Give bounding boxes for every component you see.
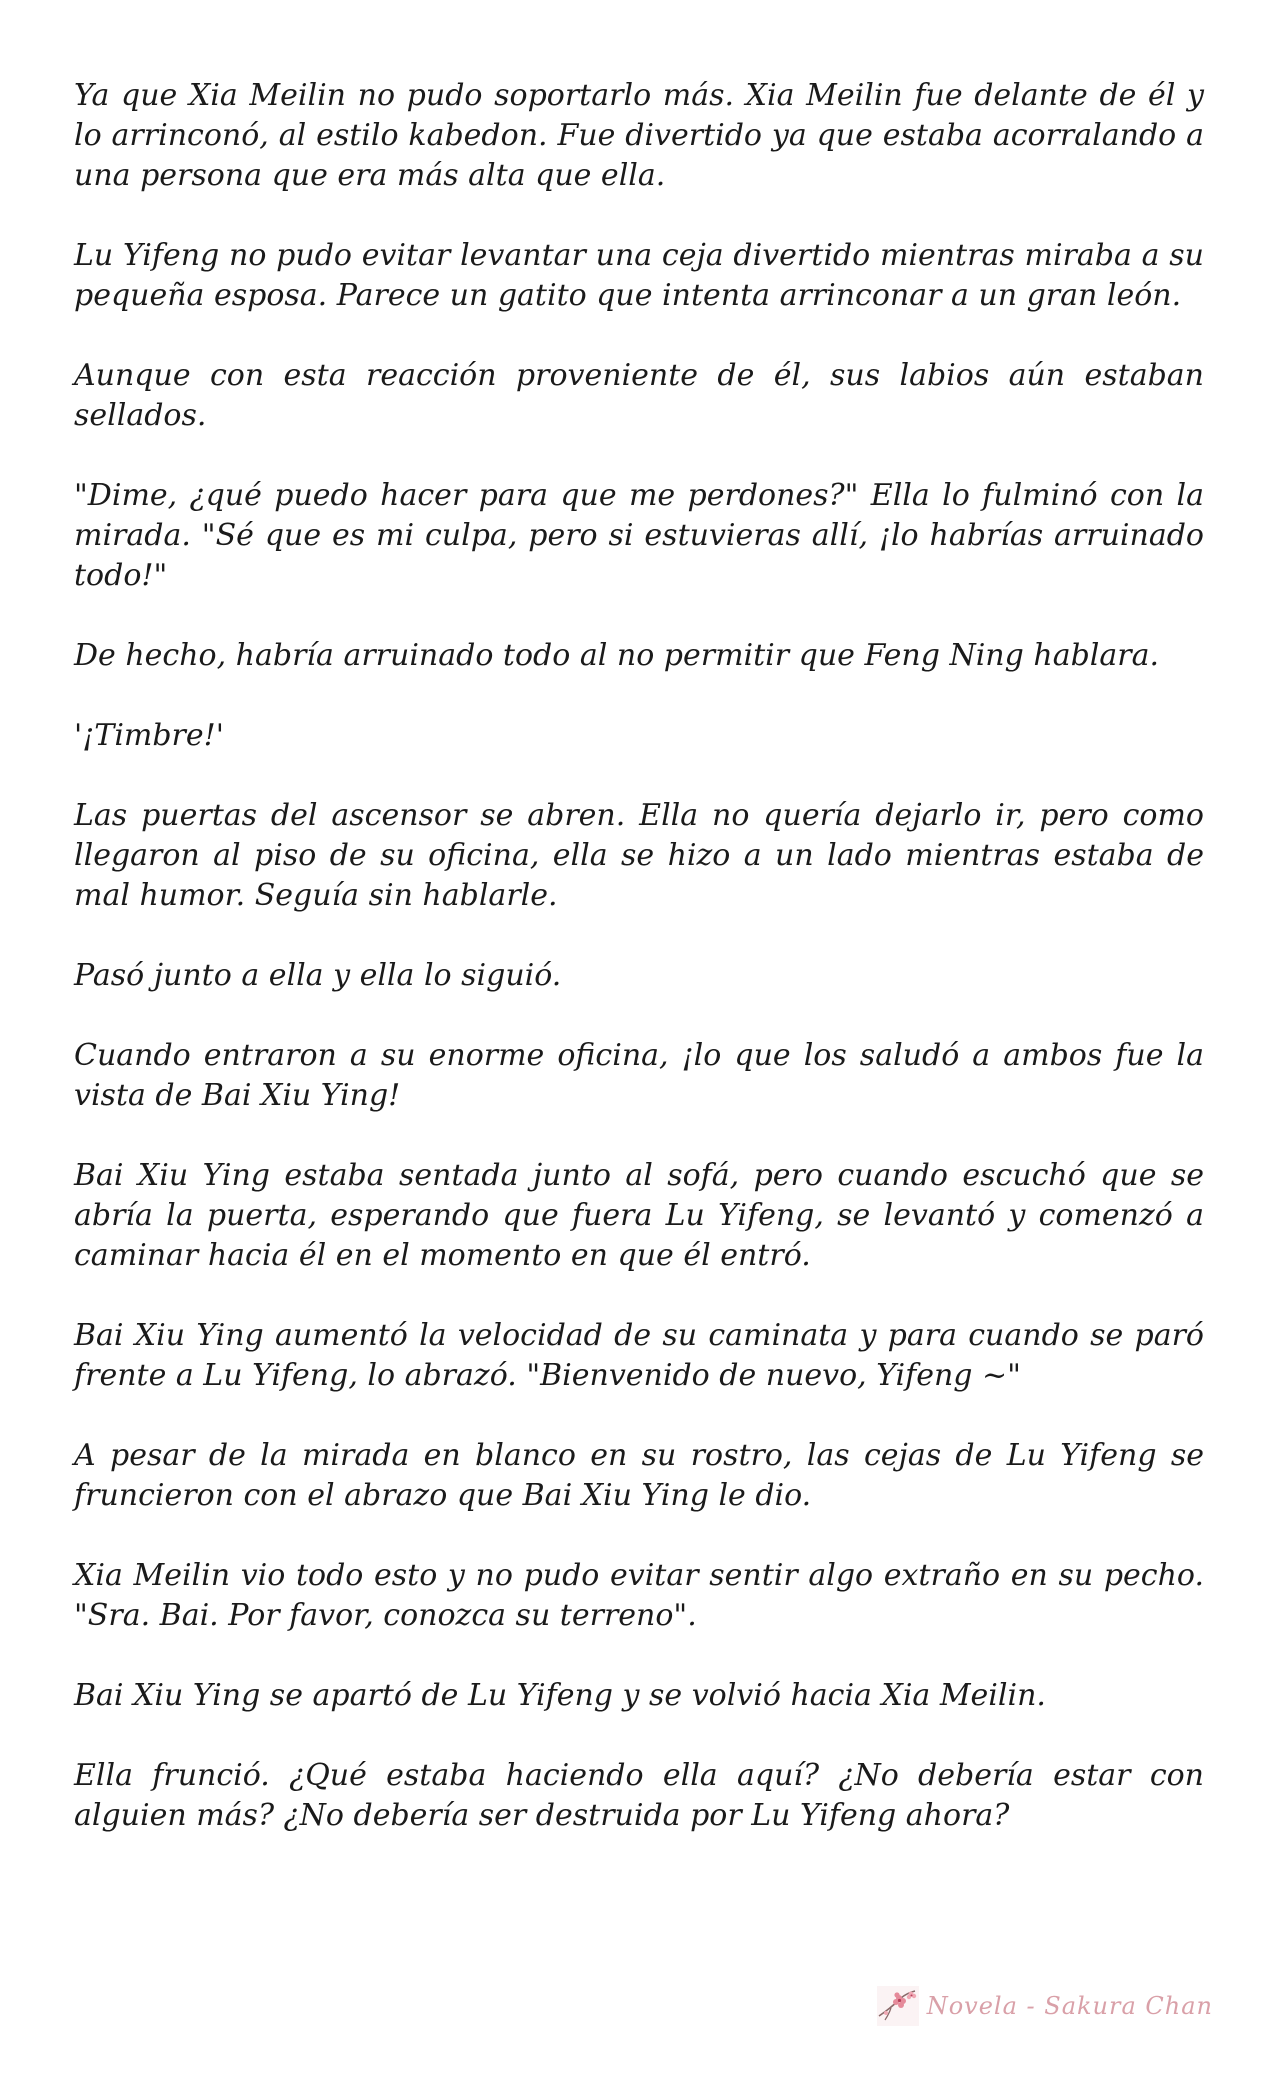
paragraph: Ya que Xia Meilin no pudo soportarlo más. Xia Meilin fue delante de él y lo arrinconó, al estilo kabedon. Fue divertido ya que estaba acorralando a una persona que era más alta que ella.	[74, 78, 1204, 193]
paragraph: Cuando entraron a su enorme oficina, ¡lo que los saludó a ambos fue la vista de Bai Xiu Ying!	[74, 1038, 1204, 1113]
cherry-blossom-icon	[877, 1986, 919, 2026]
paragraph: Ella frunció. ¿Qué estaba haciendo ella aquí? ¿No debería estar con alguien más? ¿No debería ser destruida por Lu Yifeng ahora?	[74, 1758, 1204, 1833]
paragraph: Lu Yifeng no pudo evitar levantar una ceja divertido mientras miraba a su pequeña esposa. Parece un gatito que intenta arrinconar a un gran león.	[74, 238, 1204, 313]
paragraph: Bai Xiu Ying aumentó la velocidad de su caminata y para cuando se paró frente a Lu Yifeng, lo abrazó. "Bienvenido de nuevo, Yifeng ~"	[74, 1318, 1204, 1393]
paragraph: '¡Timbre!'	[74, 718, 224, 753]
paragraph: Pasó junto a ella y ella lo siguió.	[74, 958, 562, 993]
paragraph: De hecho, habría arruinado todo al no permitir que Feng Ning hablara.	[74, 638, 1160, 673]
paragraph: Xia Meilin vio todo esto y no pudo evitar sentir algo extraño en su pecho. "Sra. Bai. Por favor, conozca su terreno".	[74, 1558, 1204, 1633]
watermark	[877, 1986, 1213, 2026]
paragraph: A pesar de la mirada en blanco en su rostro, las cejas de Lu Yifeng se fruncieron con el abrazo que Bai Xiu Ying le dio.	[74, 1438, 1204, 1513]
paragraph: Bai Xiu Ying estaba sentada junto al sofá, pero cuando escuchó que se abría la puerta, esperando que fuera Lu Yifeng, se levantó y comenzó a caminar hacia él en el momento en que él entró.	[74, 1158, 1204, 1273]
watermark-text: Novela - Sakura Chan	[926, 1992, 1213, 2020]
paragraph: "Dime, ¿qué puedo hacer para que me perdones?" Ella lo fulminó con la mirada. "Sé que es mi culpa, pero si estuvieras allí, ¡lo habrías arruinado todo!"	[74, 478, 1204, 593]
paragraph: Bai Xiu Ying se apartó de Lu Yifeng y se volvió hacia Xia Meilin.	[74, 1678, 1046, 1713]
paragraph: Las puertas del ascensor se abren. Ella no quería dejarlo ir, pero como llegaron al piso de su oficina, ella se hizo a un lado mientras estaba de mal humor. Seguía sin hablarle.	[74, 798, 1204, 913]
chapter-text	[74, 76, 1204, 1876]
paragraph: Aunque con esta reacción proveniente de él, sus labios aún estaban sellados.	[74, 358, 1204, 433]
